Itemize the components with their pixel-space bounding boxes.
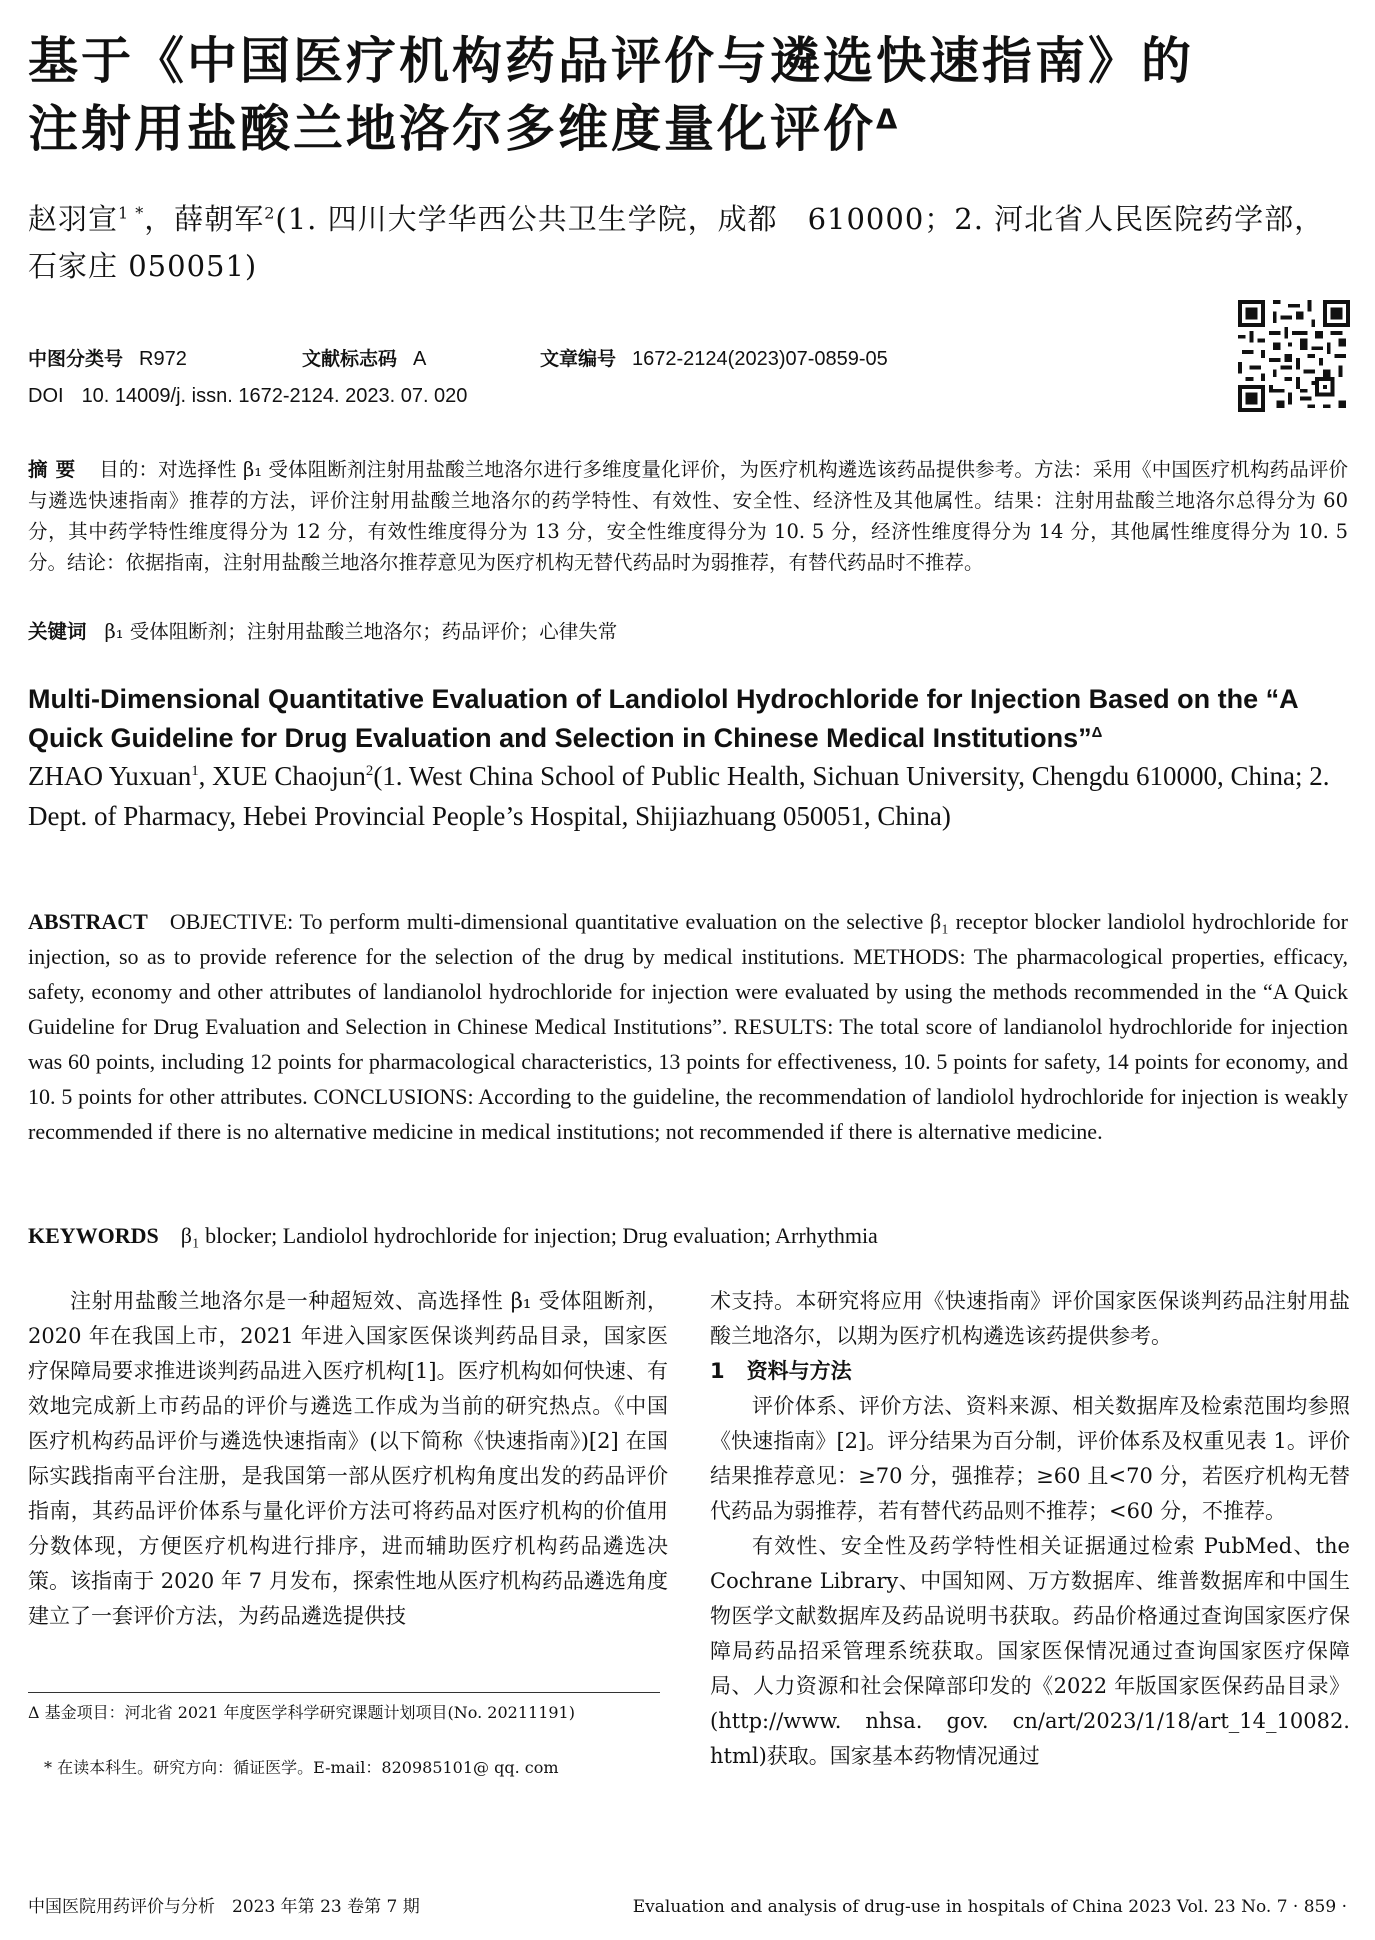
- section-heading-methods: [710, 1354, 1350, 1389]
- keywords-en-label: KEYWORDS: [28, 1223, 159, 1248]
- body-intro-paragraph: 注射用盐酸兰地洛尔是一种超短效、高选择性 β₁ 受体阻断剂，2020 年在我国上市，2021 年进入国家医保谈判药品目录，国家医疗保障局要求推进谈判药品进入医疗机构[1]。医疗机构如何快速、有效地完成新上市药品的评价与遴选工作成为当前的研究热点。《中国医疗机构药品评价与遴选快速指南》(以下简称《快速指南》)[2] 在国际实践指南平台注册，是我国第一部从医疗机构角度出发的药品评价指南，其药品评价体系与量化评价方法可将药品对医疗机构的价值用分数体现，方便医疗机构进行排序，进而辅助医疗机构药品遴选决策。该指南于 2020 年 7 月发布，探索性地从医疗机构药品遴选角度建立了一套评价方法，为药品遴选提供技: [28, 1289, 668, 1628]
- title-zh-line2: [28, 98, 1348, 160]
- authors-en: [28, 756, 1348, 836]
- author-1-zh: 赵羽宣: [28, 202, 119, 236]
- keywords-en: [28, 1218, 1348, 1253]
- section-number: 1: [710, 1359, 725, 1383]
- title-zh-line1: 基于《中国医疗机构药品评价与遴选快速指南》的: [28, 32, 1194, 90]
- body-intro-continuation: 术支持。本研究将应用《快速指南》评价国家医保谈判药品注射用盐酸兰地洛尔，以期为医疗机构遴选该药提供参考。: [710, 1289, 1350, 1348]
- doccode-field: [302, 345, 426, 373]
- abstract-zh: [28, 454, 1348, 578]
- footnote-fund: Δ 基金项目：河北省 2021 年度医学科学研究课题计划项目(No. 20211191): [28, 1703, 575, 1722]
- running-footer-right: Evaluation and analysis of drug-use in hospitals of China 2023 Vol. 23 No. 7 · 859 ·: [632, 1897, 1347, 1917]
- abstract-en-label: ABSTRACT: [28, 909, 148, 934]
- authors-zh: [28, 196, 1348, 290]
- footnote-divider: [28, 1692, 660, 1693]
- methods-paragraph-2: 有效性、安全性及药学特性相关证据通过检索 PubMed、the Cochrane Library、中国知网、万方数据库、维普数据库和中国生物医学文献数据库及药品说明书获取。药品价格通过查询国家医疗保障局药品招采管理系统获取。国家医保情况通过查询国家医疗保障局、人力资源和社会保障部印发的《2022 年版国家医保药品目录》(http://www. nhsa. gov. cn/art/2023/1/18/art_14_10082. html)获取。国家基本药物情况通过: [710, 1534, 1350, 1768]
- abstract-en: [28, 904, 1348, 1149]
- title-en-mark: Δ: [1091, 725, 1103, 741]
- author-2-en: XUE Chaojun: [212, 761, 366, 791]
- author-2-zh: 薛朝军: [174, 202, 265, 236]
- doi-value: 10. 14009/j. issn. 1672-2124. 2023. 07. 020: [81, 385, 468, 407]
- artno-value: 1672-2124(2023)07-0859-05: [632, 348, 888, 370]
- doi-field: [28, 382, 467, 410]
- abstract-zh-text: 目的：对选择性 β₁ 受体阻断剂注射用盐酸兰地洛尔进行多维度量化评价，为医疗机构遴选该药品提供参考。方法：采用《中国医疗机构药品评价与遴选快速指南》推荐的方法，评价注射用盐酸兰地洛尔的药学特性、有效性、安全性、经济性及其他属性。结果：注射用盐酸兰地洛尔总得分为 60 分，其中药学特性维度得分为 12 分，有效性维度得分为 13 分，安全性维度得分为 10. 5 分，经济性维度得分为 14 分，其他属性维度得分为 10. 5 分。结论：依据指南，注射用盐酸兰地洛尔推荐意见为医疗机构无替代药品时为弱推荐，有替代药品时不推荐。: [28, 458, 1348, 574]
- artno-field: [540, 345, 888, 373]
- author-en-sep: ,: [198, 761, 213, 791]
- author-1-en-sup: 1: [191, 763, 199, 779]
- affiliations-zh: (1. 四川大学华西公共卫生学院，成都 610000；2. 河北省人民医院药学部，石家庄 050051): [28, 202, 1325, 283]
- keywords-zh-label: 关键词: [28, 620, 87, 643]
- body-column-left: [28, 1284, 668, 1634]
- author-1-en: ZHAO Yuxuan: [28, 761, 192, 791]
- title-en: [28, 680, 1348, 758]
- qr-code-icon: [1238, 300, 1350, 412]
- title-en-text: Multi-Dimensional Quantitative Evaluation of Landiolol Hydrochloride for Injection Based on the “A Quick Guideline for Drug Evaluation and Selection in Chinese Medical Institutions”: [28, 684, 1298, 753]
- doccode-label: 文献标志码: [302, 348, 398, 370]
- author-2-en-sup: 2: [365, 763, 374, 779]
- body-column-right: [710, 1284, 1350, 1774]
- affiliations-en: (1. West China School of Public Health, Sichuan University, Chengdu 610000, China; 2. Dept. of Pharmacy, Hebei Provincial People’s Hospital, Shijiazhuang 050051, China): [28, 761, 1330, 831]
- author-sep: ，: [144, 202, 175, 236]
- keywords-zh-text: β₁ 受体阻断剂；注射用盐酸兰地洛尔；药品评价；心律失常: [104, 620, 618, 643]
- clc-label: 中图分类号: [28, 348, 124, 370]
- artno-label: 文章编号: [540, 348, 617, 370]
- author-2-sup: 2: [264, 203, 276, 223]
- abstract-en-text: OBJECTIVE: To perform multi-dimensional quantitative evaluation on the selective β₁ receptor blocker landiolol hydrochloride for injection, so as to provide reference for the selection of the drug by medical institutions. METHODS: The pharmacological properties, efficacy, safety, economy and other attributes of landianolol hydrochloride for injection were evaluated by using the methods recommended in the “A Quick Guideline for Drug Evaluation and Selection in Chinese Medical Institutions”. RESULTS: The total score of landianolol hydrochloride for injection was 60 points, including 12 points for pharmacological characteristics, 13 points for effectiveness, 10. 5 points for safety, 14 points for economy, and 10. 5 points for other attributes. CONCLUSIONS: According to the guideline, the recommendation of landiolol hydrochloride for injection is weakly recommended if there is no alternative medicine in medical institutions; not recommended if there is alternative medicine.: [28, 909, 1348, 1144]
- fund-mark: Δ: [876, 103, 901, 136]
- methods-paragraph-1: 评价体系、评价方法、资料来源、相关数据库及检索范围均参照《快速指南》[2]。评分结果为百分制，评价体系及权重见表 1。评价结果推荐意见：≥70 分，强推荐；≥60 且<70 分，若医疗机构无替代药品为弱推荐，若有替代药品则不推荐；<60 分，不推荐。: [710, 1394, 1350, 1523]
- author-1-sup: 1 *: [118, 203, 145, 223]
- doi-label: DOI: [28, 385, 64, 407]
- footnote-corresponding: * 在读本科生。研究方向：循证医学。E-mail：820985101@ qq. com: [44, 1758, 559, 1777]
- doccode-value: A: [413, 348, 427, 370]
- keywords-zh: [28, 616, 1348, 647]
- clc-value: R972: [139, 348, 187, 370]
- abstract-zh-label: 摘要: [28, 458, 84, 481]
- clc-field: [28, 345, 187, 373]
- running-footer-left: 中国医院用药评价与分析 2023 年第 23 卷第 7 期: [28, 1897, 420, 1917]
- section-title: 资料与方法: [746, 1359, 852, 1383]
- keywords-en-text: β₁ blocker; Landiolol hydrochloride for injection; Drug evaluation; Arrhythmia: [180, 1223, 878, 1248]
- title-zh-line2-text: 注射用盐酸兰地洛尔多维度量化评价: [28, 100, 876, 158]
